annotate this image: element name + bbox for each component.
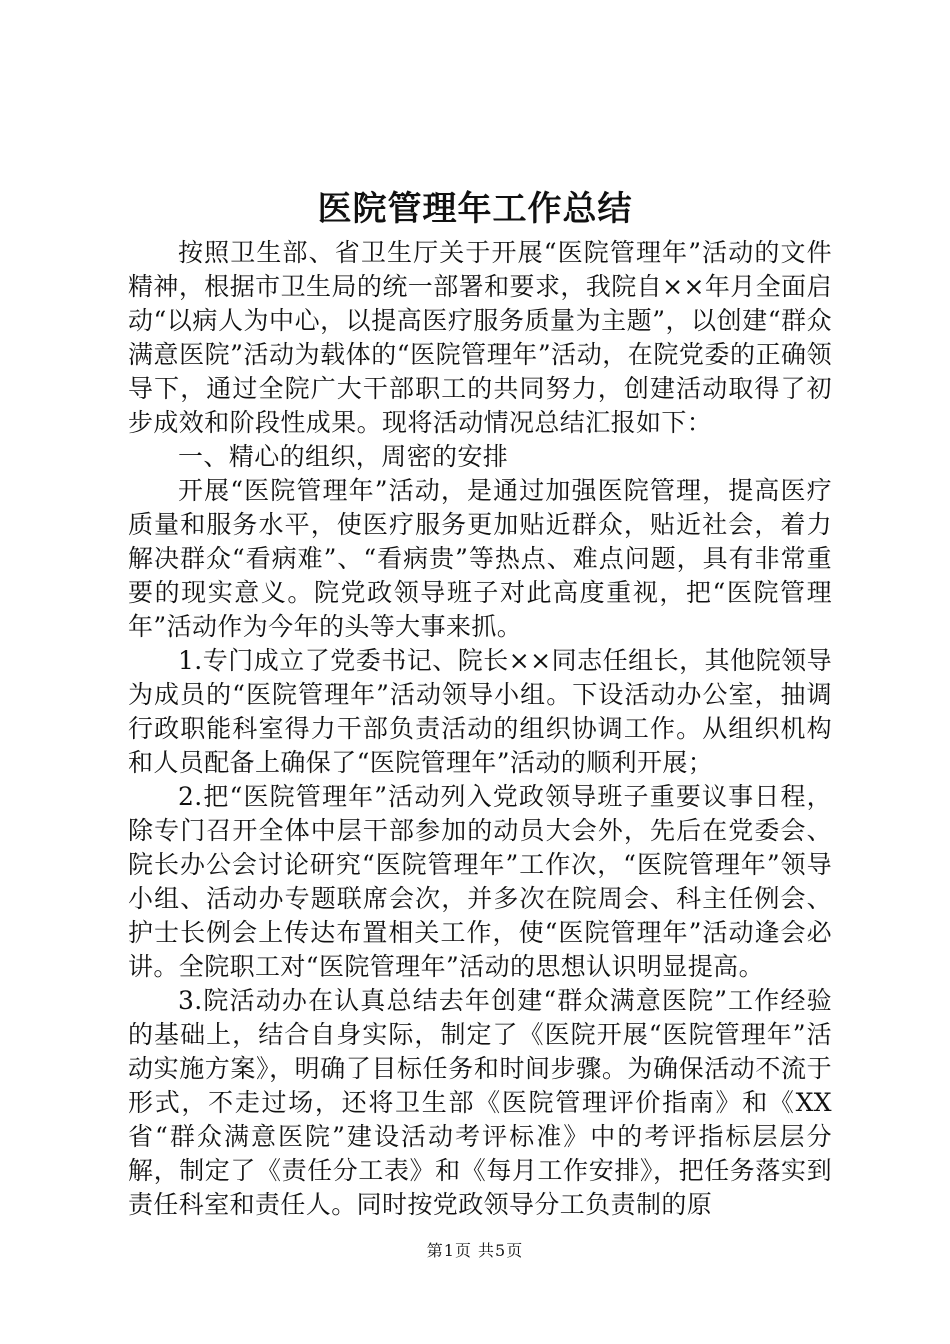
item-3-paragraph: 3.院活动办在认真总结去年创建“群众满意医院”工作经验的基础上，结合自身实际，制定了《医院开展“医院管理年”活动实施方案》，明确了目标任务和时间步骤。为确保活动不流于形式，不走过场，还将卫生部《医院管理评价指南》和《XX省“群众满意医院”建设活动考评标准》中的考评指标层层分解，制定了《责任分工表》和《每月工作安排》，把任务落实到责任科室和责任人。同时按党政领导分工负责制的原: [128, 986, 832, 1219]
page-number-footer: 第1页 共5页: [426, 1241, 524, 1260]
item-1-paragraph: 1.专门成立了党委书记、院长××同志任组长，其他院领导为成员的“医院管理年”活动领导小组。下设活动办公室，抽调行政职能科室得力干部负责活动的组织协调工作。从组织机构和人员配备上确保了“医院管理年”活动的顺利开展；: [128, 646, 832, 777]
item-2-paragraph: 2.把“医院管理年”活动列入党政领导班子重要议事日程，除专门召开全体中层干部参加的动员大会外，先后在党委会、院长办公会讨论研究“医院管理年”工作次，“医院管理年”领导小组、活动办专题联席会次，并多次在院周会、科主任例会、护士长例会上传达布置相关工作，使“医院管理年”活动逢会必讲。全院职工对“医院管理年”活动的思想认识明显提高。: [128, 782, 832, 981]
document-title: 医院管理年工作总结: [317, 189, 633, 229]
section-heading-1: 一、精心的组织，周密的安排: [178, 442, 509, 471]
section-1-paragraph: 开展“医院管理年”活动，是通过加强医院管理，提高医疗质量和服务水平，使医疗服务更加贴近群众，贴近社会，着力解决群众“看病难”、“看病贵”等热点、难点问题，具有非常重要的现实意义。院党政领导班子对此高度重视，把“医院管理年”活动作为今年的头等大事来抓。: [128, 476, 832, 641]
intro-paragraph: 按照卫生部、省卫生厅关于开展“医院管理年”活动的文件精神，根据市卫生局的统一部署和要求，我院自××年月全面启动“以病人为中心，以提高医疗服务质量为主题”，以创建“群众满意医院”活动为载体的“医院管理年”活动，在院党委的正确领导下，通过全院广大干部职工的共同努力，创建活动取得了初步成效和阶段性成果。现将活动情况总结汇报如下：: [128, 238, 832, 437]
document-body: [128, 236, 832, 1222]
